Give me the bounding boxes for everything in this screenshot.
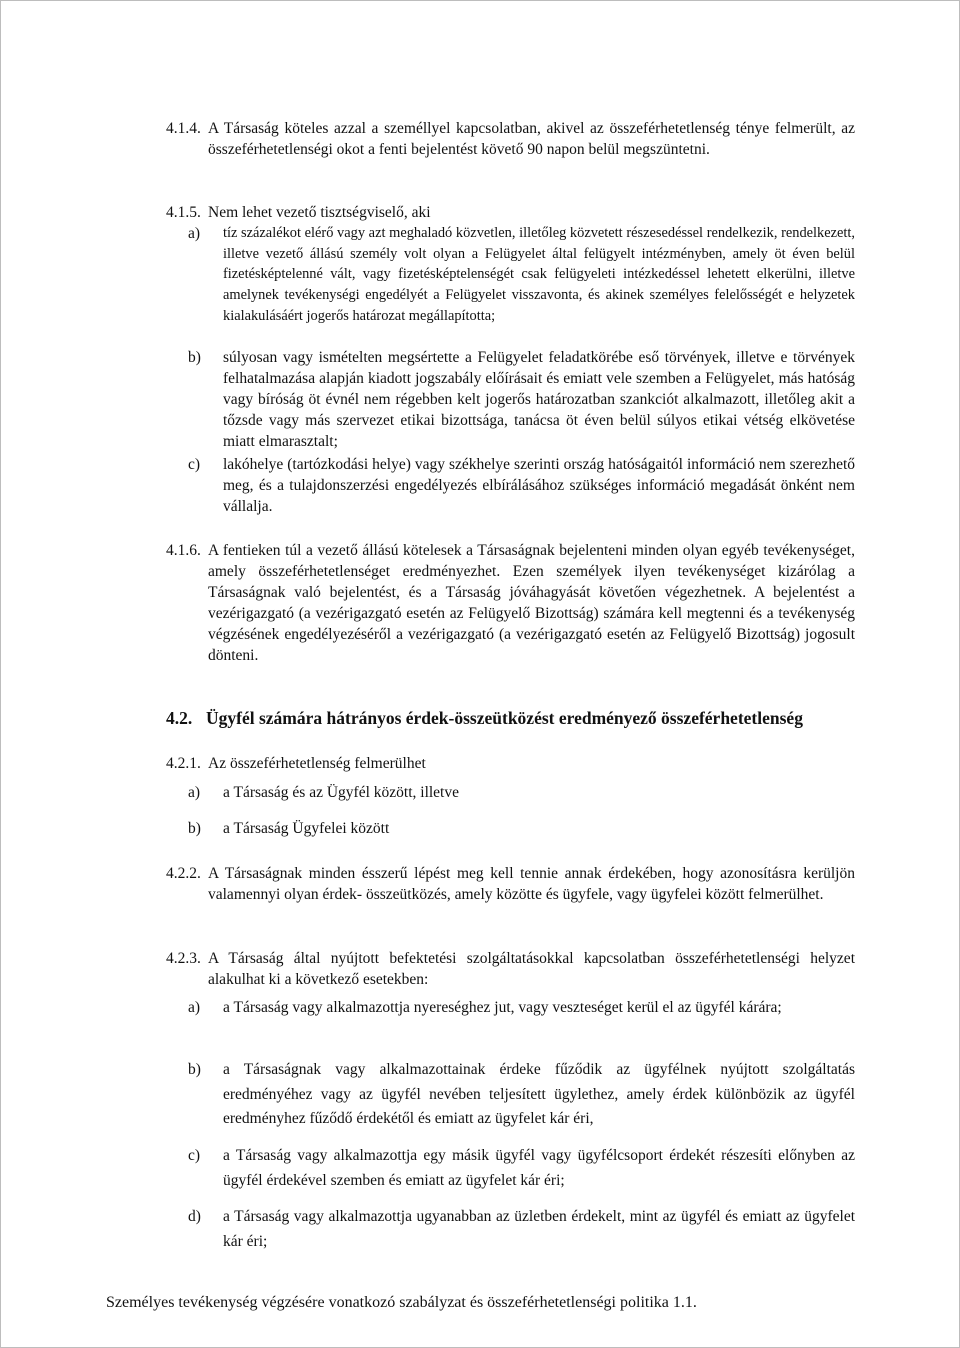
section-number-4-2-1: 4.2.1. bbox=[166, 755, 201, 772]
list-letter-4-1-5-b: b) bbox=[188, 349, 201, 366]
list-letter-4-2-1-a: a) bbox=[188, 784, 201, 801]
list-item-4-2-3-c: a Társaság vagy alkalmazottja egy másik ügyfél vagy ügyfélcsoport érdekét részesíti előnyben az ügyfél érdekével szemben és emiatt az ügyfelet kár éri; bbox=[223, 1147, 855, 1189]
section-4-2-2-text: A Társaságnak minden ésszerű lépést meg kell tennie annak érdekében, hogy azonosításra kerüljön valamennyi olyan érdek- összeütközés, amely közötte és ügyfele, vagy ügyfelei között felmerülhet. bbox=[208, 865, 855, 903]
section-4-2-3-intro: A Társaság által nyújtott befektetési szolgáltatásokkal kapcsolatban összeférhetetlenségi helyzet alakulhat ki a következő esetekben: bbox=[208, 950, 855, 988]
list-item-4-2-3-a: a Társaság vagy alkalmazottja nyereséghez jut, vagy veszteséget kerül el az ügyfél kárára; bbox=[223, 999, 782, 1016]
section-number-4-2-2: 4.2.2. bbox=[166, 865, 201, 882]
section-4-1-4-text: A Társaság köteles azzal a személlyel kapcsolatban, akivel az összeférhetetlenség ténye felmerült, az összeférhetetlenségi okot a fenti bejelentést követő 90 napon belül megszüntetni. bbox=[208, 120, 855, 158]
list-letter-4-1-5-a: a) bbox=[188, 225, 201, 242]
list-letter-4-2-3-d: d) bbox=[188, 1208, 201, 1225]
section-number-4-1-4: 4.1.4. bbox=[166, 120, 201, 137]
section-4-1-5-intro: Nem lehet vezető tisztségviselő, aki bbox=[208, 204, 431, 221]
section-4-2-1-intro: Az összeférhetetlenség felmerülhet bbox=[208, 755, 426, 772]
heading-number: 4.2. bbox=[166, 708, 193, 728]
list-item-4-2-3-d: a Társaság vagy alkalmazottja ugyanabban az üzletben érdekelt, mint az ügyfél és emiatt az ügyfelet kár éri; bbox=[223, 1208, 855, 1250]
list-item-4-2-1-a: a Társaság és az Ügyfél között, illetve bbox=[223, 784, 459, 801]
list-letter-4-1-5-c: c) bbox=[188, 456, 201, 473]
page-footer: Személyes tevékenység végzésére vonatkozó szabályzat és összeférhetetlenségi politika 1.1. bbox=[106, 1294, 697, 1311]
heading-title: Ügyfél számára hátrányos érdek-összeütközést eredményező összeférhetetlenség bbox=[206, 708, 803, 728]
section-number-4-1-5: 4.1.5. bbox=[166, 204, 201, 221]
list-letter-4-2-3-c: c) bbox=[188, 1147, 201, 1164]
section-4-1-6-text: A fentieken túl a vezető állású kötelesek a Társaságnak bejelenteni minden olyan egyéb tevékenységet, amely összeférhetetlenséget eredményezhet. Ezen személyek ilyen tevékenységet kizárólag a Társaságnak való bejelentést, és a Társaság jóváhagyását követően végezhetnek. A bejelentést a vezérigazgató (a vezérigazgató esetén az Felügyelő Bizottság) számára kell megtenni és a tevékenység végzésének engedélyezéséről a vezérigazgató (a vezérigazgató esetén az Felügyelő Bizottság) jogosult dönteni. bbox=[208, 542, 855, 664]
section-number-4-2-3: 4.2.3. bbox=[166, 950, 201, 967]
list-item-4-1-5-c: lakóhelye (tartózkodási helye) vagy székhelye szerinti ország hatóságaitól információ nem szerezhető meg, és a tulajdonszerzési engedélyezés elbírálásához szükséges információ megadását önként nem vállalja. bbox=[223, 456, 855, 515]
list-letter-4-2-3-a: a) bbox=[188, 999, 201, 1016]
list-letter-4-2-1-b: b) bbox=[188, 820, 201, 837]
list-item-4-2-3-b: a Társaságnak vagy alkalmazottainak érdeke fűződik az ügyfélnek nyújtott szolgáltatás eredményéhez vagy az ügyfél nevében teljesített ügylethez, amely érdek különbözik az ügyfél eredményhez fűződő érdekétől és emiatt az ügyfelet kár éri, bbox=[223, 1061, 855, 1127]
list-letter-4-2-3-b: b) bbox=[188, 1061, 201, 1078]
section-number-4-1-6: 4.1.6. bbox=[166, 542, 201, 559]
list-item-4-2-1-b: a Társaság Ügyfelei között bbox=[223, 820, 390, 837]
list-item-4-1-5-b: súlyosan vagy ismételten megsértette a Felügyelet feladatkörébe eső törvények, illetve e törvények felhatalmazása alapján kiadott jogszabály előírásait és emiatt vele szemben a Felügyelet, más hatóság vagy bíróság öt évnél nem régebben kelt jogerős határozatban szankciót alkalmazott, illetőleg akit a tőzsde vagy más szervezet etikai bizottsága, tanácsa öt éven belül súlyos etikai vétség elkövetése miatt elmarasztalt; bbox=[223, 349, 855, 450]
list-item-4-1-5-a: tíz százalékot elérő vagy azt meghaladó közvetlen, illetőleg közvetett részesedéssel rendelkezik, rendelkezett, illetve vezető állású személy volt olyan a Felügyelet által felügyelt intézményben, amely öt éven belül fizetésképtelenné vált, vagy fizetésképtelenségét csak felügyeleti intézkedéssel lehetett elkerülni, illetve amelynek tevékenységi engedélyét a Felügyelet visszavonta, és akinek személyes felelősségét e helyzetek kialakulásáért jogerős határozat megállapította; bbox=[223, 225, 855, 324]
